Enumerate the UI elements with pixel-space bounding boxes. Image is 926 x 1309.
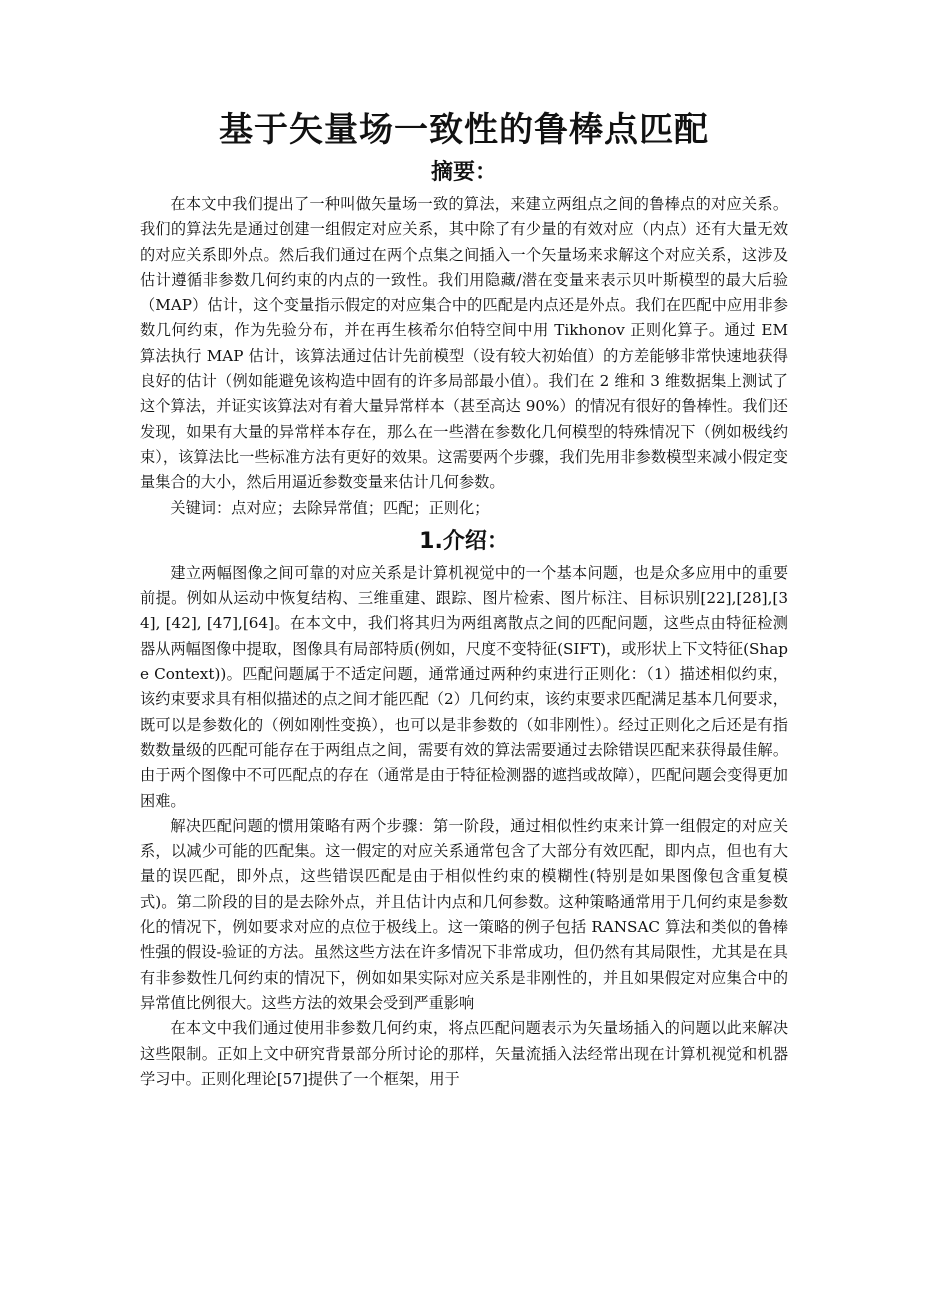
document-page: [140, 108, 788, 1092]
abstract-heading: 摘要：: [430, 160, 497, 185]
paper-title: 基于矢量场一致性的鲁棒点匹配: [219, 110, 709, 150]
intro-paragraph: 建立两幅图像之间可靠的对应关系是计算机视觉中的一个基本问题，也是众多应用中的重要前提。例如从运动中恢复结构、三维重建、跟踪、图片检索、图片标注、目标识别[22],[28],[34], [42], [47],[64]。在本文中，我们将其归为两组离散点之间的匹配问题，这些点由特征检测器从两幅图像中提取，图像具有局部特质(例如，尺度不变特征(SIFT)，或形状上下文特征(Shape Context))。匹配问题属于不适定问题，通常通过两种约束进行正则化：（1）描述相似约束，该约束要求具有相似描述的点之间才能匹配（2）几何约束，该约束要求匹配满足基本几何要求，既可以是参数化的（例如刚性变换），也可以是非参数的（如非刚性）。经过正则化之后还是有指数数量级的匹配可能存在于两组点之间，需要有效的算法需要通过去除错误匹配来获得最佳解。由于两个图像中不可匹配点的存在（通常是由于特征检测器的遮挡或故障），匹配问题会变得更加困难。: [140, 563, 788, 810]
keywords-line: 关键词：点对应；去除异常值；匹配；正则化；: [170, 498, 490, 517]
abstract-paragraph: 在本文中我们提出了一种叫做矢量场一致的算法，来建立两组点之间的鲁棒点的对应关系。我们的算法先是通过创建一组假定对应关系，其中除了有少量的有效对应（内点）还有大量无效的对应关系即外点。然后我们通过在两个点集之间插入一个矢量场来求解这个对应关系，这涉及估计遵循非参数几何约束的内点的一致性。我们用隐藏/潜在变量来表示贝叶斯模型的最大后验（MAP）估计，这个变量指示假定的对应集合中的匹配是内点还是外点。我们在匹配中应用非参数几何约束，作为先验分布，并在再生核希尔伯特空间中用 Tikhonov 正则化算子。通过 EM 算法执行 MAP 估计，该算法通过估计先前模型（设有较大初始值）的方差能够非常快速地获得良好的估计（例如能避免该构造中固有的许多局部最小值）。我们在 2 维和 3 维数据集上测试了这个算法，并证实该算法对有着大量异常样本（甚至高达 90%）的情况有很好的鲁棒性。我们还发现，如果有大量的异常样本存在，那么在一些潜在参数化几何模型的特殊情况下（例如极线约束），该算法比一些标准方法有更好的效果。这需要两个步骤，我们先用非参数模型来减小假定变量集合的大小，然后用逼近参数变量来估计几何参数。: [140, 195, 788, 492]
intro-heading: 1.介绍：: [419, 528, 509, 554]
intro-paragraph: 解决匹配问题的惯用策略有两个步骤：第一阶段，通过相似性约束来计算一组假定的对应关系，以减少可能的匹配集。这一假定的对应关系通常包含了大部分有效匹配，即内点，但也有大量的误匹配，即外点，这些错误匹配是由于相似性约束的模糊性(特别是如果图像包含重复模式)。第二阶段的目的是去除外点，并且估计内点和几何参数。这种策略通常用于几何约束是参数化的情况下，例如要求对应的点位于极线上。这一策略的例子包括 RANSAC 算法和类似的鲁棒性强的假设-验证的方法。虽然这些方法在许多情况下非常成功，但仍然有其局限性，尤其是在具有非参数性几何约束的情况下，例如如果实际对应关系是非刚性的，并且如果假定对应集合中的异常值比例很大。这些方法的效果会受到严重影响: [140, 816, 788, 1012]
intro-paragraph: 在本文中我们通过使用非参数几何约束，将点匹配问题表示为矢量场插入的问题以此来解决这些限制。正如上文中研究背景部分所讨论的那样，矢量流插入法经常出现在计算机视觉和机器学习中。正则化理论[57]提供了一个框架，用于: [140, 1019, 788, 1088]
